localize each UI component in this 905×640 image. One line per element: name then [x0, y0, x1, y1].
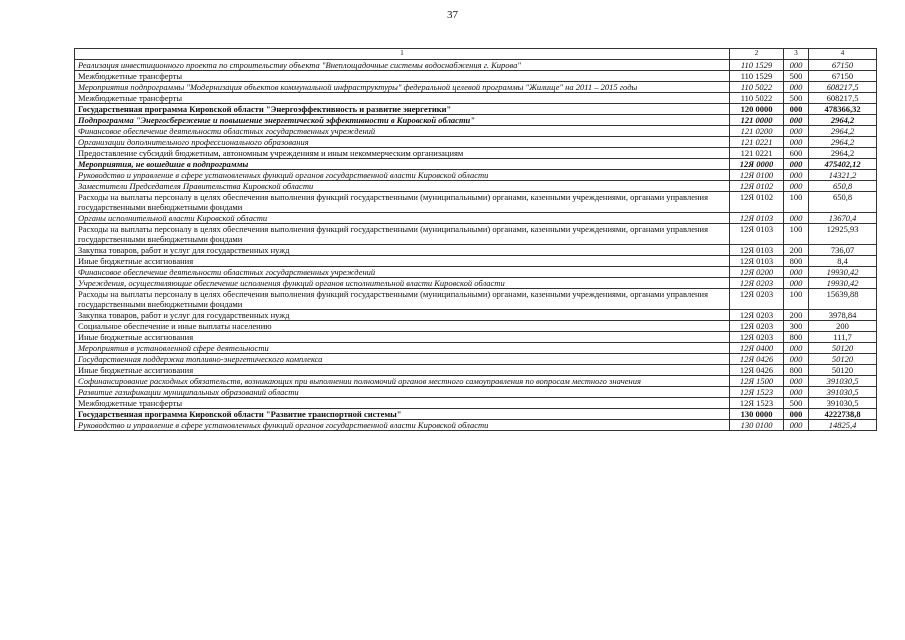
table-row: [75, 387, 877, 398]
row-code: 12Я 0103: [730, 213, 784, 224]
row-name: Мероприятия, не вошедшие в подпрограммы: [75, 159, 730, 170]
row-sum: 111,7: [809, 332, 877, 343]
row-code: 12Я 0100: [730, 170, 784, 181]
row-name: Расходы на выплаты персоналу в целях обеспечения выполнения функций государственными (муниципальными) органами, казенными учреждениями, органами управления государственными внебюджетными фондами: [75, 224, 730, 245]
row-vr: 000: [784, 354, 809, 365]
row-vr: 000: [784, 181, 809, 192]
table-row: [75, 256, 877, 267]
table-row: [75, 213, 877, 224]
row-code: 110 1529: [730, 60, 784, 71]
row-vr: 000: [784, 387, 809, 398]
row-code: 12Я 0103: [730, 245, 784, 256]
row-code: 12Я 0426: [730, 354, 784, 365]
table-row: [75, 398, 877, 409]
row-code: 12Я 0102: [730, 192, 784, 213]
table-row: [75, 115, 877, 126]
row-name: Предоставление субсидий бюджетным, автономным учреждениям и иным некоммерческим организациям: [75, 148, 730, 159]
row-code: 121 0221: [730, 137, 784, 148]
table-row: [75, 93, 877, 104]
row-code: 12Я 0203: [730, 332, 784, 343]
table-row: [75, 126, 877, 137]
row-name: Финансовое обеспечение деятельности областных государственных учреждений: [75, 126, 730, 137]
table-row: [75, 310, 877, 321]
row-vr: 000: [784, 82, 809, 93]
row-sum: 200: [809, 321, 877, 332]
row-vr: 000: [784, 267, 809, 278]
row-name: Мероприятия подпрограммы "Модернизация объектов коммунальной инфраструктуры" федеральной целевой программы "Жилище" на 2011 – 2015 годы: [75, 82, 730, 93]
table-row: [75, 343, 877, 354]
row-sum: 2964,2: [809, 148, 877, 159]
row-vr: 000: [784, 420, 809, 431]
row-code: 12Я 1523: [730, 387, 784, 398]
table-row: [75, 376, 877, 387]
row-vr: 300: [784, 321, 809, 332]
row-sum: 19930,42: [809, 278, 877, 289]
row-vr: 600: [784, 148, 809, 159]
row-vr: 100: [784, 192, 809, 213]
row-code: 12Я 1523: [730, 398, 784, 409]
row-sum: 50120: [809, 354, 877, 365]
table-row: [75, 148, 877, 159]
row-name: Мероприятия в установленной сфере деятельности: [75, 343, 730, 354]
row-code: 12Я 0203: [730, 278, 784, 289]
row-name: Межбюджетные трансферты: [75, 398, 730, 409]
row-sum: 2964,2: [809, 126, 877, 137]
row-vr: 000: [784, 170, 809, 181]
row-name: Государственная поддержка топливно-энергетического комплекса: [75, 354, 730, 365]
budget-table: [74, 48, 877, 431]
row-code: 12Я 0203: [730, 321, 784, 332]
row-vr: 100: [784, 289, 809, 310]
row-vr: 800: [784, 365, 809, 376]
row-sum: 650,8: [809, 192, 877, 213]
row-sum: 67150: [809, 71, 877, 82]
row-vr: 000: [784, 343, 809, 354]
row-name: Расходы на выплаты персоналу в целях обеспечения выполнения функций государственными (муниципальными) органами, казенными учреждениями, органами управления государственными внебюджетными фондами: [75, 289, 730, 310]
row-vr: 000: [784, 115, 809, 126]
row-name: Учреждения, осуществляющие обеспечение исполнения функций органов исполнительной власти Кировской области: [75, 278, 730, 289]
row-sum: 608217,5: [809, 82, 877, 93]
row-vr: 200: [784, 245, 809, 256]
table-row: [75, 104, 877, 115]
row-sum: 478366,32: [809, 104, 877, 115]
row-name: Социальное обеспечение и иные выплаты населению: [75, 321, 730, 332]
row-vr: 000: [784, 409, 809, 420]
row-sum: 391030,5: [809, 387, 877, 398]
table-row: [75, 159, 877, 170]
row-code: 110 1529: [730, 71, 784, 82]
row-sum: 2964,2: [809, 137, 877, 148]
row-name: Иные бюджетные ассигнования: [75, 332, 730, 343]
table-row: [75, 354, 877, 365]
row-vr: 000: [784, 137, 809, 148]
row-vr: 000: [784, 126, 809, 137]
table-row: [75, 224, 877, 245]
row-vr: 000: [784, 278, 809, 289]
row-sum: 14825,4: [809, 420, 877, 431]
table-row: [75, 245, 877, 256]
table-row: [75, 365, 877, 376]
row-name: Руководство и управление в сфере установленных функций органов государственной власти Кировской области: [75, 420, 730, 431]
table-row: [75, 420, 877, 431]
row-code: 12Я 1500: [730, 376, 784, 387]
row-sum: 391030,5: [809, 398, 877, 409]
row-vr: 200: [784, 310, 809, 321]
header-col-code: 2: [730, 49, 784, 60]
row-code: 12Я 0102: [730, 181, 784, 192]
row-sum: 13670,4: [809, 213, 877, 224]
table-row: [75, 137, 877, 148]
row-code: 120 0000: [730, 104, 784, 115]
row-name: Закупка товаров, работ и услуг для государственных нужд: [75, 245, 730, 256]
row-name: Иные бюджетные ассигнования: [75, 256, 730, 267]
row-sum: 50120: [809, 365, 877, 376]
row-sum: 2964,2: [809, 115, 877, 126]
page-number: 37: [447, 9, 458, 21]
row-vr: 800: [784, 256, 809, 267]
header-col-sum: 4: [809, 49, 877, 60]
table-row: [75, 321, 877, 332]
row-name: Межбюджетные трансферты: [75, 71, 730, 82]
row-sum: 650,8: [809, 181, 877, 192]
row-vr: 500: [784, 398, 809, 409]
row-code: 12Я 0426: [730, 365, 784, 376]
table-row: [75, 332, 877, 343]
row-code: 12Я 0203: [730, 289, 784, 310]
row-name: Заместители Председателя Правительства Кировской области: [75, 181, 730, 192]
table-row: [75, 289, 877, 310]
row-sum: 67150: [809, 60, 877, 71]
header-col-vr: 3: [784, 49, 809, 60]
row-name: Органы исполнительной власти Кировской области: [75, 213, 730, 224]
row-sum: 50120: [809, 343, 877, 354]
row-name: Межбюджетные трансферты: [75, 93, 730, 104]
row-sum: 19930,42: [809, 267, 877, 278]
row-code: 110 5022: [730, 93, 784, 104]
row-code: 130 0100: [730, 420, 784, 431]
row-name: Организации дополнительного профессионального образования: [75, 137, 730, 148]
header-col-name: 1: [75, 49, 730, 60]
row-sum: 608217,5: [809, 93, 877, 104]
row-sum: 14321,2: [809, 170, 877, 181]
table-row: [75, 71, 877, 82]
table-row: [75, 60, 877, 71]
row-vr: 000: [784, 104, 809, 115]
row-name: Софинансирование расходных обязательств, возникающих при выполнении полномочий органов местного самоуправления по вопросам местного значения: [75, 376, 730, 387]
row-code: 121 0200: [730, 126, 784, 137]
row-code: 12Я 0200: [730, 267, 784, 278]
table-row: [75, 192, 877, 213]
table-row: [75, 170, 877, 181]
row-code: 12Я 0203: [730, 310, 784, 321]
row-code: 12Я 0400: [730, 343, 784, 354]
table-row: [75, 181, 877, 192]
table-row: [75, 278, 877, 289]
row-sum: 736,07: [809, 245, 877, 256]
row-name: Государственная программа Кировской области "Развитие транспортной системы": [75, 409, 730, 420]
row-code: 12Я 0103: [730, 256, 784, 267]
row-sum: 12925,93: [809, 224, 877, 245]
row-sum: 391030,5: [809, 376, 877, 387]
row-name: Развитие газификации муниципальных образований области: [75, 387, 730, 398]
row-name: Подпрограмма "Энергосбережение и повышение энергетической эффективности в Кировской области": [75, 115, 730, 126]
table-row: [75, 267, 877, 278]
row-vr: 000: [784, 60, 809, 71]
table-header-row: [75, 49, 877, 60]
row-vr: 100: [784, 224, 809, 245]
row-sum: 4222738,8: [809, 409, 877, 420]
row-name: Закупка товаров, работ и услуг для государственных нужд: [75, 310, 730, 321]
row-name: Реализация инвестиционного проекта по строительству объекта "Внеплощадочные системы водоснабжения г. Кирова": [75, 60, 730, 71]
row-code: 121 0221: [730, 148, 784, 159]
row-code: 12Я 0103: [730, 224, 784, 245]
row-sum: 8,4: [809, 256, 877, 267]
row-name: Финансовое обеспечение деятельности областных государственных учреждений: [75, 267, 730, 278]
row-vr: 000: [784, 159, 809, 170]
row-sum: 15639,88: [809, 289, 877, 310]
row-code: 121 0000: [730, 115, 784, 126]
row-name: Иные бюджетные ассигнования: [75, 365, 730, 376]
row-name: Руководство и управление в сфере установленных функций органов государственной власти Кировской области: [75, 170, 730, 181]
row-vr: 500: [784, 71, 809, 82]
row-sum: 475402,12: [809, 159, 877, 170]
row-vr: 000: [784, 213, 809, 224]
row-vr: 800: [784, 332, 809, 343]
row-code: 12Я 0000: [730, 159, 784, 170]
row-vr: 500: [784, 93, 809, 104]
table-row: [75, 409, 877, 420]
row-name: Расходы на выплаты персоналу в целях обеспечения выполнения функций государственными (муниципальными) органами, казенными учреждениями, органами управления государственными внебюджетными фондами: [75, 192, 730, 213]
row-code: 130 0000: [730, 409, 784, 420]
row-vr: 000: [784, 376, 809, 387]
row-name: Государственная программа Кировской области "Энергоэффективность и развитие энергетики": [75, 104, 730, 115]
row-code: 110 5022: [730, 82, 784, 93]
table-row: [75, 82, 877, 93]
row-sum: 3978,84: [809, 310, 877, 321]
